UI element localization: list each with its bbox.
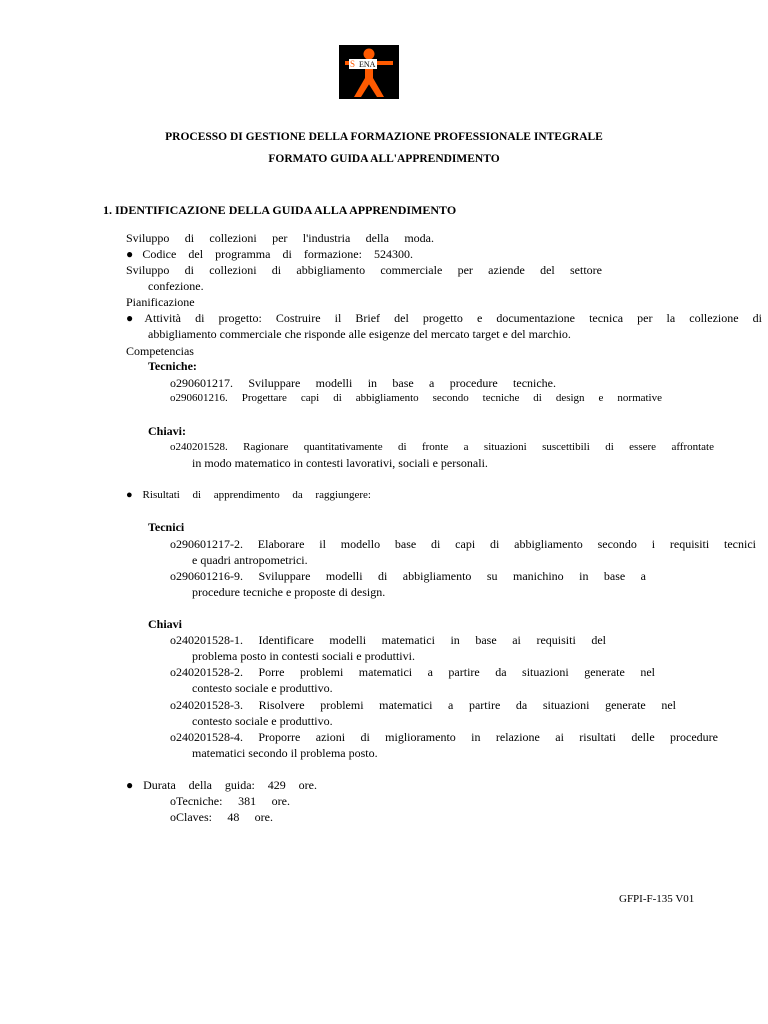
chiavi2-item-cont: contesto sociale e produttivo.: [192, 681, 333, 695]
learning-results-label: ●Risultati di apprendimento da raggiungere:: [126, 489, 371, 501]
duration-tecniche: oTecniche: 381 ore.: [170, 794, 290, 808]
program-code-line: ●Codice del programma di formazione: 524300.: [126, 247, 413, 261]
form-code: GFPI-F-135 V01: [619, 893, 695, 905]
section-heading: 1. IDENTIFICAZIONE DELLA GUIDA ALLA APPRENDIMENTO: [103, 203, 457, 217]
project-activity-line: ●Attività di progetto: Costruire il Brief del progetto e documentazione tecnica per la collezione di: [126, 311, 762, 325]
chiavi2-item: o240201528-4. Proporre azioni di miglioramento in relazione ai risultati delle procedure: [170, 730, 718, 744]
program-name-line: Sviluppo di collezioni per l'industria della moda.: [126, 231, 434, 245]
svg-text:S: S: [350, 59, 356, 69]
sena-logo-figure-icon: [339, 45, 399, 99]
chiavi-heading: Chiavi:: [148, 424, 187, 438]
planning-label: Pianificazione: [126, 295, 195, 309]
sena-logo: [339, 45, 399, 99]
document-subtitle: FORMATO GUIDA ALL'APPRENDIMENTO: [268, 153, 500, 165]
project-activity-cont: abbigliamento commerciale che risponde alle esigenze del mercato target e del marchio.: [148, 327, 571, 341]
tecniche-heading: Tecniche:: [148, 359, 197, 373]
tecnici-item-cont: procedure tecniche e proposte di design.: [192, 585, 386, 599]
program-description-cont: confezione.: [148, 279, 204, 293]
duration-line: ●Durata della guida: 429 ore.: [126, 778, 317, 792]
tecniche-item: o290601217. Sviluppare modelli in base a procedure tecniche.: [170, 376, 556, 390]
chiavi-item: o240201528. Ragionare quantitativamente di fronte a situazioni suscettibili di essere affrontate: [170, 441, 714, 453]
competencias-label: Competencias: [126, 344, 194, 358]
tecnici-item-cont: e quadri antropometrici.: [192, 553, 308, 567]
chiavi2-item: o240201528-1. Identificare modelli matematici in base ai requisiti del: [170, 633, 606, 647]
document-title: PROCESSO DI GESTIONE DELLA FORMAZIONE PROFESSIONALE INTEGRALE: [165, 131, 603, 143]
chiavi2-item-cont: matematici secondo il problema posto.: [192, 746, 378, 760]
program-description-line: Sviluppo di collezioni di abbigliamento commerciale per aziende del settore: [126, 263, 602, 277]
tecnici-item: o290601216-9. Sviluppare modelli di abbigliamento su manichino in base a: [170, 569, 646, 583]
chiavi2-item: o240201528-2. Porre problemi matematici a partire da situazioni generate nel: [170, 665, 655, 679]
tecniche-item: o290601216. Progettare capi di abbigliamento secondo tecniche di design e normative: [170, 392, 662, 404]
chiavi-item-cont: in modo matematico in contesti lavorativi, sociali e personali.: [192, 456, 488, 470]
svg-text:ENA: ENA: [359, 60, 376, 69]
chiavi2-item: o240201528-3. Risolvere problemi matematici a partire da situazioni generate nel: [170, 698, 676, 712]
chiavi2-item-cont: problema posto in contesti sociali e produttivi.: [192, 649, 415, 663]
chiavi2-item-cont: contesto sociale e produttivo.: [192, 714, 333, 728]
tecnici-item: o290601217-2. Elaborare il modello base di capi di abbigliamento secondo i requisiti tecnici: [170, 537, 756, 551]
tecnici-heading: Tecnici: [148, 520, 185, 534]
chiavi2-heading: Chiavi: [148, 617, 183, 631]
duration-claves: oClaves: 48 ore.: [170, 810, 273, 824]
